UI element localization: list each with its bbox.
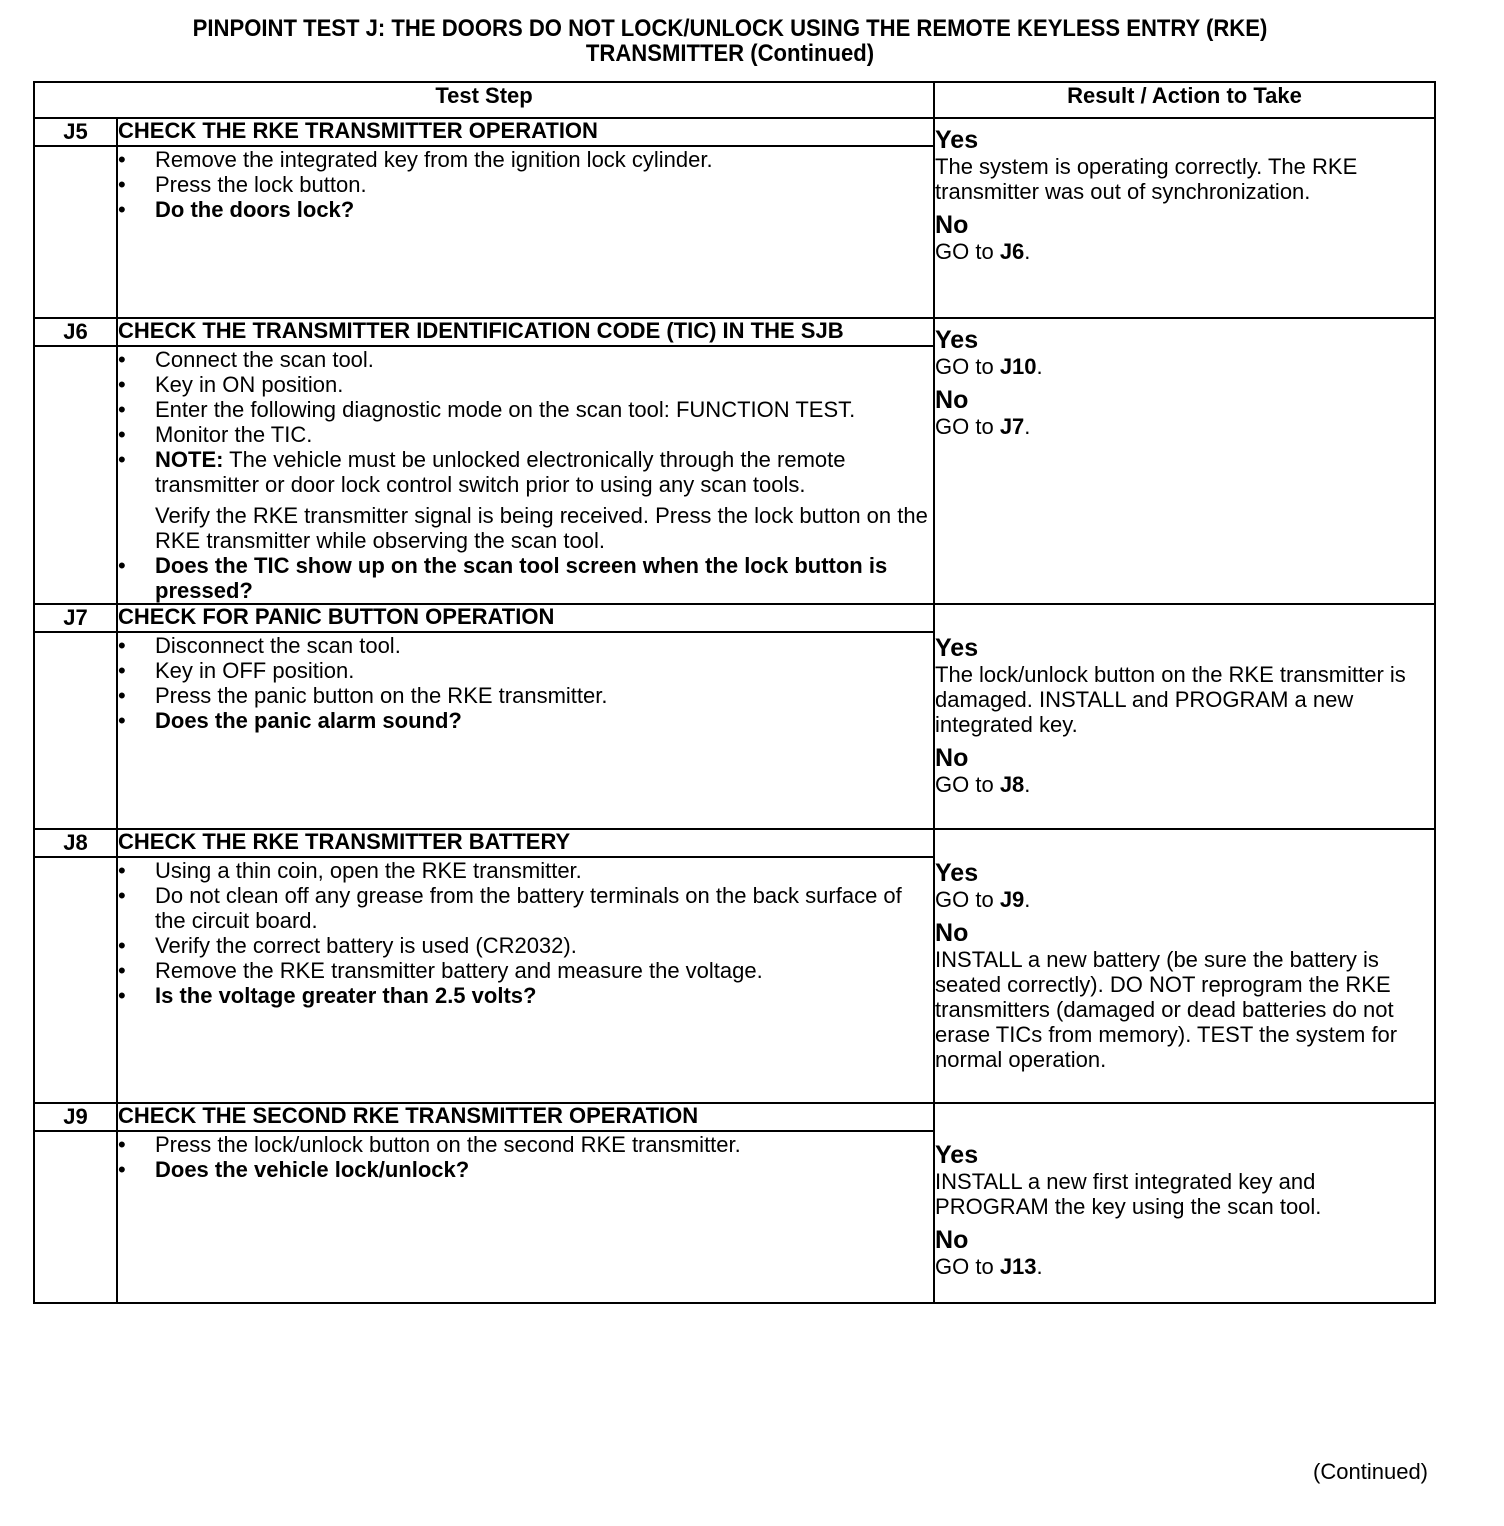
step-j5-heading-row bbox=[34, 118, 1435, 146]
note-label: NOTE: bbox=[155, 447, 224, 472]
page-title bbox=[58, 16, 1401, 66]
continued-label: (Continued) bbox=[1313, 1459, 1428, 1484]
step-heading: CHECK THE RKE TRANSMITTER BATTERY bbox=[117, 829, 934, 857]
step-body bbox=[117, 1131, 934, 1303]
yes-label: Yes bbox=[935, 126, 979, 154]
step-id: J8 bbox=[34, 829, 117, 857]
list-item: • Connect the scan tool. bbox=[118, 347, 933, 372]
no-action: GO to J7. bbox=[935, 414, 1031, 439]
step-j6-heading-row bbox=[34, 318, 1435, 346]
title-line-1: PINPOINT TEST J: THE DOORS DO NOT LOCK/UNLOCK USING THE REMOTE KEYLESS ENTRY (RKE) bbox=[192, 15, 1268, 42]
yes-action: GO to J9. bbox=[935, 887, 1031, 912]
no-label: No bbox=[935, 919, 969, 947]
yes-label: Yes bbox=[935, 634, 979, 662]
list-item: • Disconnect the scan tool. bbox=[118, 633, 933, 658]
step-body bbox=[117, 857, 934, 1103]
step-id: J9 bbox=[34, 1103, 117, 1131]
yes-label: Yes bbox=[935, 859, 979, 887]
list-item: • Key in ON position. bbox=[118, 372, 933, 397]
yes-action: The system is operating correctly. The RKE transmitter was out of synchronization. bbox=[935, 154, 1358, 204]
yes-label: Yes bbox=[935, 1141, 979, 1169]
list-item: • Remove the RKE transmitter battery and measure the voltage. bbox=[118, 958, 933, 983]
step-heading: CHECK THE SECOND RKE TRANSMITTER OPERATION bbox=[117, 1103, 934, 1131]
no-action: GO to J8. bbox=[935, 772, 1031, 797]
no-action: INSTALL a new battery (be sure the battery is seated correctly). DO NOT reprogram the RKE transmitters (damaged or dead batteries do not erase TICs from memory). TEST the system for normal operation. bbox=[935, 947, 1398, 1072]
step-reference: J9 bbox=[999, 887, 1025, 912]
step-j5-result bbox=[934, 118, 1435, 318]
no-action: GO to J6. bbox=[935, 239, 1031, 264]
step-j7-heading-row bbox=[34, 604, 1435, 632]
list-item: • Press the lock/unlock button on the second RKE transmitter. bbox=[118, 1132, 933, 1157]
list-item: • Key in OFF position. bbox=[118, 658, 933, 683]
list-item: • Is the voltage greater than 2.5 volts? bbox=[118, 983, 933, 1008]
list-item: • Do not clean off any grease from the battery terminals on the back surface of the circuit board. bbox=[118, 883, 933, 933]
step-j8-result bbox=[934, 829, 1435, 1103]
list-item: • Press the panic button on the RKE transmitter. bbox=[118, 683, 933, 708]
list-item: • Does the TIC show up on the scan tool screen when the lock button is pressed? bbox=[118, 553, 933, 603]
list-item: • Press the lock button. bbox=[118, 172, 933, 197]
header-test-step: Test Step bbox=[34, 82, 934, 118]
no-action: GO to J13. bbox=[935, 1254, 1043, 1279]
step-reference: J10 bbox=[999, 354, 1037, 379]
step-body bbox=[117, 146, 934, 318]
step-body bbox=[117, 346, 934, 604]
step-reference: J6 bbox=[999, 239, 1025, 264]
step-id: J7 bbox=[34, 604, 117, 632]
list-item: • Remove the integrated key from the ignition lock cylinder. bbox=[118, 147, 933, 172]
no-label: No bbox=[935, 211, 969, 239]
pinpoint-test-table bbox=[33, 81, 1436, 1304]
list-item: • NOTE: The vehicle must be unlocked electronically through the remote transmitter or door lock control switch prior to using any scan tools. bbox=[118, 447, 933, 497]
yes-label: Yes bbox=[935, 326, 979, 354]
step-id: J6 bbox=[34, 318, 117, 346]
table-header-row bbox=[34, 82, 1435, 118]
list-item: • Does the panic alarm sound? bbox=[118, 708, 933, 733]
list-item: • Enter the following diagnostic mode on the scan tool: FUNCTION TEST. bbox=[118, 397, 933, 422]
step-heading: CHECK THE RKE TRANSMITTER OPERATION bbox=[117, 118, 934, 146]
step-j7-result bbox=[934, 604, 1435, 829]
list-item: • Using a thin coin, open the RKE transmitter. bbox=[118, 858, 933, 883]
step-id: J5 bbox=[34, 118, 117, 146]
step-reference: J8 bbox=[999, 772, 1025, 797]
step-reference: J13 bbox=[999, 1254, 1037, 1279]
no-label: No bbox=[935, 386, 969, 414]
yes-action: GO to J10. bbox=[935, 354, 1043, 379]
step-j9-result bbox=[934, 1103, 1435, 1303]
step-body bbox=[117, 632, 934, 829]
list-item: Verify the RKE transmitter signal is being received. Press the lock button on the RKE transmitter while observing the scan tool. bbox=[155, 503, 928, 553]
header-result: Result / Action to Take bbox=[934, 82, 1435, 118]
step-reference: J7 bbox=[999, 414, 1025, 439]
step-heading: CHECK THE TRANSMITTER IDENTIFICATION CODE (TIC) IN THE SJB bbox=[117, 318, 934, 346]
list-item: • Does the vehicle lock/unlock? bbox=[118, 1157, 933, 1182]
step-j9-heading-row bbox=[34, 1103, 1435, 1131]
title-line-2: TRANSMITTER (Continued) bbox=[585, 40, 875, 67]
step-j8-heading-row bbox=[34, 829, 1435, 857]
list-item: • Do the doors lock? bbox=[118, 197, 933, 222]
list-item: • Monitor the TIC. bbox=[118, 422, 933, 447]
step-heading: CHECK FOR PANIC BUTTON OPERATION bbox=[117, 604, 934, 632]
yes-action: INSTALL a new first integrated key and PROGRAM the key using the scan tool. bbox=[935, 1169, 1322, 1219]
list-item: • Verify the correct battery is used (CR2032). bbox=[118, 933, 933, 958]
no-label: No bbox=[935, 744, 969, 772]
yes-action: The lock/unlock button on the RKE transmitter is damaged. INSTALL and PROGRAM a new integrated key. bbox=[935, 662, 1406, 737]
step-j6-result bbox=[934, 318, 1435, 604]
no-label: No bbox=[935, 1226, 969, 1254]
